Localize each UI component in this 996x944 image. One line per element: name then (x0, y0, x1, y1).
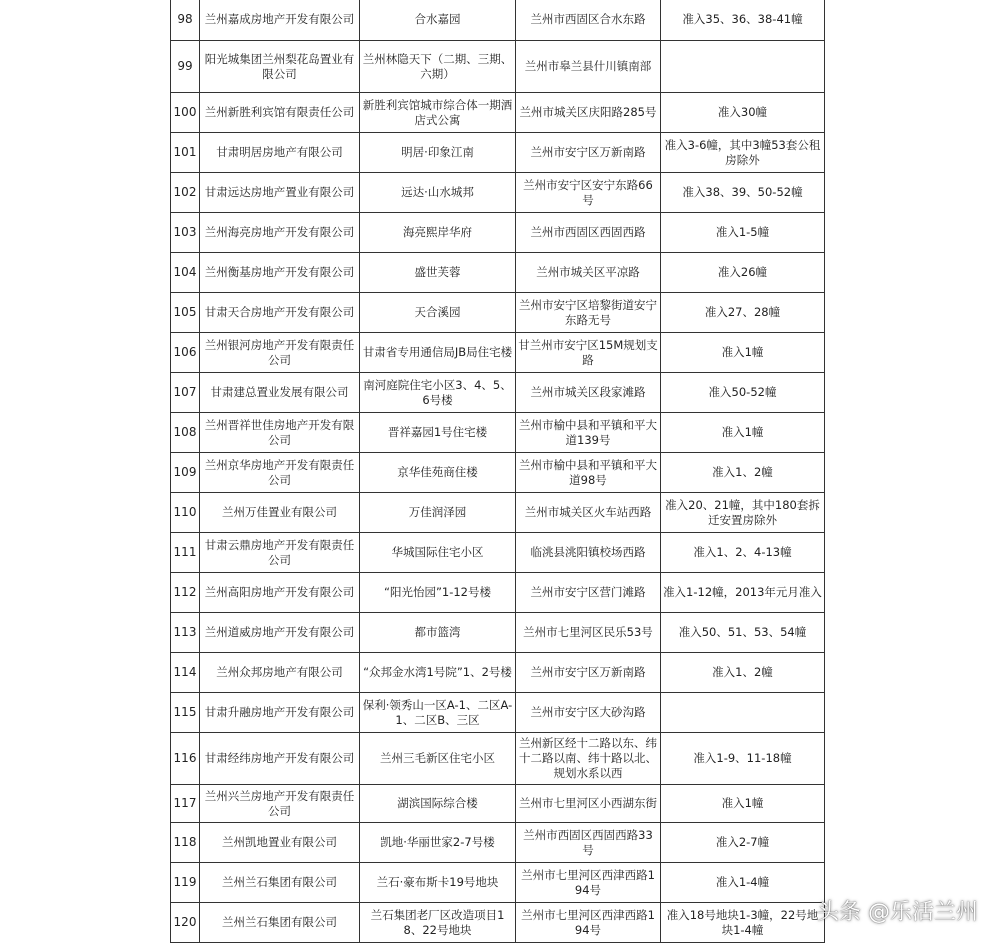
row-number: 115 (171, 693, 200, 733)
approval-note: 准入26幢 (661, 253, 825, 293)
company-name: 甘肃升融房地产开发有限公司 (200, 693, 360, 733)
approval-note: 准入1、2幢 (661, 653, 825, 693)
table-row (171, 613, 825, 653)
project-name: 兰石·豪布斯卡19号地块 (360, 863, 516, 903)
table-row (171, 453, 825, 493)
project-location: 兰州市西固区西固西路33号 (516, 823, 661, 863)
project-name: 京华佳苑商住楼 (360, 453, 516, 493)
approval-note: 准入35、36、38-41幢 (661, 0, 825, 41)
table-row (171, 173, 825, 213)
company-name: 兰州银河房地产开发有限责任公司 (200, 333, 360, 373)
project-location: 兰州市安宁区营门滩路 (516, 573, 661, 613)
project-name: 万佳润泽园 (360, 493, 516, 533)
project-location: 兰州市安宁区培黎街道安宁东路无号 (516, 293, 661, 333)
row-number: 108 (171, 413, 200, 453)
project-name: 华城国际住宅小区 (360, 533, 516, 573)
approval-note: 准入18号地块1-3幢，22号地块1-4幢 (661, 903, 825, 943)
row-number: 99 (171, 41, 200, 93)
company-name: 兰州兰石集团有限公司 (200, 863, 360, 903)
approval-note: 准入1-5幢 (661, 213, 825, 253)
approval-note: 准入1幢 (661, 333, 825, 373)
row-number: 107 (171, 373, 200, 413)
approval-note (661, 693, 825, 733)
row-number: 114 (171, 653, 200, 693)
project-name: 盛世芙蓉 (360, 253, 516, 293)
row-number: 98 (171, 0, 200, 41)
project-name: 天合溪园 (360, 293, 516, 333)
project-name: 兰石集团老厂区改造项目18、22号地块 (360, 903, 516, 943)
project-name: 都市篮湾 (360, 613, 516, 653)
approval-note: 准入20、21幢，其中180套拆迁安置房除外 (661, 493, 825, 533)
table-row (171, 213, 825, 253)
project-name: 远达·山水城邦 (360, 173, 516, 213)
company-name: 兰州高阳房地产开发有限公司 (200, 573, 360, 613)
table-row (171, 785, 825, 823)
project-location: 兰州市安宁区安宁东路66号 (516, 173, 661, 213)
row-number: 116 (171, 733, 200, 785)
approval-note: 准入1-12幢，2013年元月准入 (661, 573, 825, 613)
project-location: 兰州市七里河区西津西路194号 (516, 863, 661, 903)
company-name: 兰州海亮房地产开发有限公司 (200, 213, 360, 253)
row-number: 118 (171, 823, 200, 863)
approval-note: 准入1、2、4-13幢 (661, 533, 825, 573)
company-name: 兰州京华房地产开发有限责任公司 (200, 453, 360, 493)
project-name: 兰州林隐天下（二期、三期、六期） (360, 41, 516, 93)
row-number: 106 (171, 333, 200, 373)
project-name: 明居·印象江南 (360, 133, 516, 173)
project-name: 甘肃省专用通信局JB局住宅楼 (360, 333, 516, 373)
project-location: 兰州市西固区西固西路 (516, 213, 661, 253)
project-name: 兰州三毛新区住宅小区 (360, 733, 516, 785)
approval-note: 准入1幢 (661, 785, 825, 823)
row-number: 112 (171, 573, 200, 613)
project-location: 兰州市安宁区万新南路 (516, 653, 661, 693)
table-row (171, 493, 825, 533)
row-number: 110 (171, 493, 200, 533)
approval-note: 准入1-4幢 (661, 863, 825, 903)
row-number: 119 (171, 863, 200, 903)
row-number: 103 (171, 213, 200, 253)
company-name: 兰州万佳置业有限公司 (200, 493, 360, 533)
approval-note: 准入27、28幢 (661, 293, 825, 333)
approval-note (661, 41, 825, 93)
project-location: 兰州市城关区庆阳路285号 (516, 93, 661, 133)
table-row (171, 0, 825, 41)
table-row (171, 823, 825, 863)
watermark (817, 895, 978, 926)
table-row (171, 93, 825, 133)
table-row (171, 573, 825, 613)
company-name: 兰州新胜利宾馆有限责任公司 (200, 93, 360, 133)
project-location: 甘兰州市安宁区15M规划支路 (516, 333, 661, 373)
company-name: 兰州嘉成房地产开发有限公司 (200, 0, 360, 41)
company-name: 甘肃天合房地产开发有限公司 (200, 293, 360, 333)
project-location: 临洮县洮阳镇校场西路 (516, 533, 661, 573)
project-table (170, 0, 825, 943)
row-number: 109 (171, 453, 200, 493)
approval-note: 准入50-52幢 (661, 373, 825, 413)
approval-note: 准入2-7幢 (661, 823, 825, 863)
project-location: 兰州市安宁区万新南路 (516, 133, 661, 173)
row-number: 105 (171, 293, 200, 333)
table-row (171, 533, 825, 573)
row-number: 111 (171, 533, 200, 573)
table-row (171, 41, 825, 93)
company-name: 兰州晋祥世佳房地产开发有限公司 (200, 413, 360, 453)
row-number: 113 (171, 613, 200, 653)
row-number: 117 (171, 785, 200, 823)
company-name: 甘肃云鼎房地产开发有限责任公司 (200, 533, 360, 573)
table-row (171, 293, 825, 333)
approval-note: 准入50、51、53、54幢 (661, 613, 825, 653)
project-name: “阳光怡园”1-12号楼 (360, 573, 516, 613)
row-number: 104 (171, 253, 200, 293)
table-row (171, 903, 825, 943)
project-location: 兰州市安宁区大砂沟路 (516, 693, 661, 733)
project-location: 兰州市皋兰县什川镇南部 (516, 41, 661, 93)
table-row (171, 413, 825, 453)
project-name: 保利·领秀山一区A-1、二区A-1、二区B、三区 (360, 693, 516, 733)
project-name: “众邦金水湾1号院”1、2号楼 (360, 653, 516, 693)
project-location: 兰州市七里河区西津西路194号 (516, 903, 661, 943)
table-row (171, 863, 825, 903)
project-name: 合水嘉园 (360, 0, 516, 41)
company-name: 甘肃远达房地产置业有限公司 (200, 173, 360, 213)
project-location: 兰州市七里河区小西湖东街 (516, 785, 661, 823)
company-name: 兰州衡基房地产开发有限公司 (200, 253, 360, 293)
project-name: 凯地·华丽世家2-7号楼 (360, 823, 516, 863)
company-name: 甘肃明居房地产有限公司 (200, 133, 360, 173)
project-name: 湖滨国际综合楼 (360, 785, 516, 823)
project-name: 晋祥嘉园1号住宅楼 (360, 413, 516, 453)
project-location: 兰州新区经十二路以东、纬十二路以南、纬十路以北、规划水系以西 (516, 733, 661, 785)
project-location: 兰州市城关区平凉路 (516, 253, 661, 293)
row-number: 102 (171, 173, 200, 213)
project-name: 新胜利宾馆城市综合体一期酒店式公寓 (360, 93, 516, 133)
approval-note: 准入1、2幢 (661, 453, 825, 493)
company-name: 兰州兴兰房地产开发有限责任公司 (200, 785, 360, 823)
project-location: 兰州市七里河区民乐53号 (516, 613, 661, 653)
company-name: 兰州众邦房地产有限公司 (200, 653, 360, 693)
company-name: 甘肃经纬房地产开发有限公司 (200, 733, 360, 785)
project-name: 南河庭院住宅小区3、4、5、6号楼 (360, 373, 516, 413)
table-row (171, 133, 825, 173)
approval-note: 准入38、39、50-52幢 (661, 173, 825, 213)
project-location: 兰州市西固区合水东路 (516, 0, 661, 41)
project-location: 兰州市城关区火车站西路 (516, 493, 661, 533)
table-row (171, 733, 825, 785)
project-location: 兰州市城关区段家滩路 (516, 373, 661, 413)
approval-note: 准入1幢 (661, 413, 825, 453)
project-location: 兰州市榆中县和平镇和平大道98号 (516, 453, 661, 493)
row-number: 101 (171, 133, 200, 173)
approval-note: 准入30幢 (661, 93, 825, 133)
table-row (171, 653, 825, 693)
company-name: 兰州道威房地产开发有限公司 (200, 613, 360, 653)
company-name: 甘肃建总置业发展有限公司 (200, 373, 360, 413)
project-name: 海亮熙岸华府 (360, 213, 516, 253)
company-name: 阳光城集团兰州梨花岛置业有限公司 (200, 41, 360, 93)
watermark-text: 头条 @乐活兰州 (817, 900, 978, 925)
company-name: 兰州凯地置业有限公司 (200, 823, 360, 863)
project-table-body (171, 0, 825, 943)
row-number: 120 (171, 903, 200, 943)
approval-note: 准入3-6幢，其中3幢53套公租房除外 (661, 133, 825, 173)
project-location: 兰州市榆中县和平镇和平大道139号 (516, 413, 661, 453)
table-row (171, 693, 825, 733)
table-row (171, 253, 825, 293)
table-row (171, 373, 825, 413)
approval-note: 准入1-9、11-18幢 (661, 733, 825, 785)
row-number: 100 (171, 93, 200, 133)
company-name: 兰州兰石集团有限公司 (200, 903, 360, 943)
table-row (171, 333, 825, 373)
